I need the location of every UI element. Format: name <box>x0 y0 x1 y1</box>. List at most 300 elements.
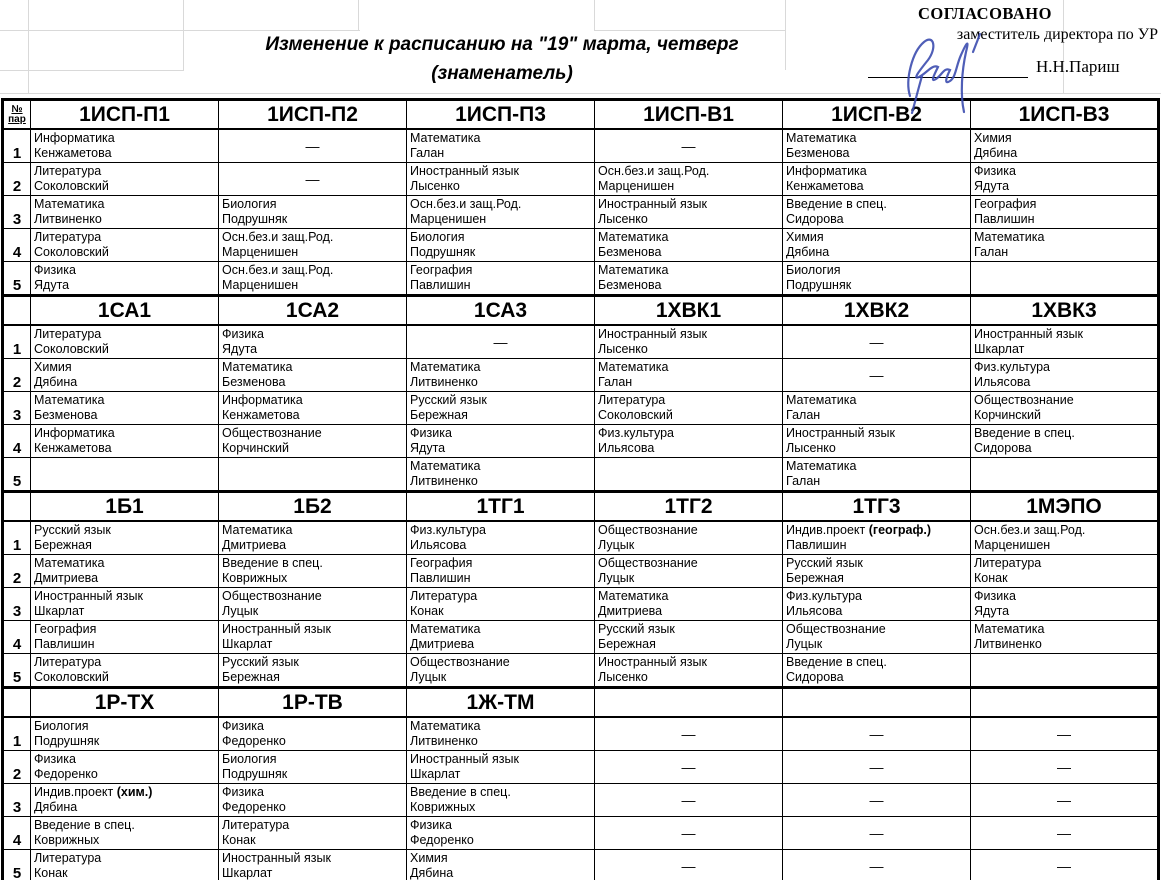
lesson-cell <box>783 196 971 229</box>
gridline <box>0 70 184 71</box>
subject-line <box>786 589 967 604</box>
lesson <box>783 392 970 424</box>
dash: — <box>1057 759 1071 775</box>
teacher: Дмитриева <box>222 538 287 552</box>
subject: Русский язык <box>410 393 487 407</box>
empty-cell <box>595 458 783 492</box>
subject-line <box>34 622 215 637</box>
subject-line <box>222 523 403 538</box>
subject: Осн.без.и защ.Род. <box>410 197 522 211</box>
lesson <box>971 555 1157 587</box>
empty-cell <box>219 458 407 492</box>
row-number: 5 <box>3 654 31 688</box>
subject: Физика <box>410 426 452 440</box>
teacher: Марценишен <box>974 538 1051 552</box>
subject-line <box>222 197 403 212</box>
lesson <box>219 359 406 391</box>
lesson-cell <box>783 654 971 688</box>
subject: Русский язык <box>598 622 675 636</box>
teacher: Луцык <box>410 670 447 684</box>
lesson-cell <box>219 717 407 751</box>
row-number: 2 <box>3 359 31 392</box>
subject: Биология <box>222 197 277 211</box>
teacher: Ильясова <box>410 538 467 552</box>
lesson-cell <box>971 163 1159 196</box>
subject-line <box>34 197 215 212</box>
lesson <box>31 262 218 294</box>
teacher: Безменова <box>34 408 98 422</box>
lesson-cell <box>219 621 407 654</box>
lesson <box>971 522 1157 554</box>
dash-cell <box>783 751 971 784</box>
subject-line <box>598 655 779 670</box>
lesson <box>971 425 1157 457</box>
group-header: 1Б2 <box>219 492 407 522</box>
subject-line <box>786 426 967 441</box>
teacher: Конак <box>34 866 68 880</box>
teacher: Ильясова <box>598 441 655 455</box>
lesson-cell <box>595 654 783 688</box>
subject-line <box>598 197 779 212</box>
subject-line <box>974 131 1154 146</box>
row-number: 4 <box>3 229 31 262</box>
corner-label: № <box>11 103 23 115</box>
teacher: Литвиненко <box>974 637 1042 651</box>
lesson-cell <box>31 654 219 688</box>
lesson <box>595 588 782 620</box>
teacher: Безменова <box>222 375 286 389</box>
subject-line <box>222 327 403 342</box>
row-number: 1 <box>3 129 31 163</box>
lesson-cell <box>31 425 219 458</box>
lesson <box>219 850 406 880</box>
row-number: 4 <box>3 425 31 458</box>
teacher: Павлишин <box>410 278 471 292</box>
subject: Математика <box>974 230 1045 244</box>
teacher: Подрушняк <box>410 245 476 259</box>
group-header: 1ХВК1 <box>595 296 783 326</box>
lesson <box>407 588 594 620</box>
teacher: Коврижных <box>410 800 476 814</box>
lesson-cell <box>407 521 595 555</box>
dash: — <box>869 858 884 874</box>
dash-cell <box>971 850 1159 880</box>
dash: — <box>1057 858 1071 874</box>
lesson-cell <box>219 784 407 817</box>
empty-cell <box>31 458 219 492</box>
subject: Физика <box>34 752 76 766</box>
dash: — <box>681 759 696 775</box>
subject-line <box>222 589 403 604</box>
group-header <box>595 688 783 718</box>
lesson <box>595 196 782 228</box>
subject-line <box>786 556 967 571</box>
subject: География <box>974 197 1037 211</box>
dash-cell <box>971 784 1159 817</box>
subject: Математика <box>222 523 293 537</box>
teacher: Соколовский <box>34 342 109 356</box>
group-header: 1ТГ2 <box>595 492 783 522</box>
lesson-cell <box>783 588 971 621</box>
row-number: 3 <box>3 392 31 425</box>
teacher: Коврижных <box>34 833 100 847</box>
subject: Обществознание <box>222 426 322 440</box>
lesson-cell <box>219 392 407 425</box>
subject-line <box>410 360 591 375</box>
lesson-cell <box>783 229 971 262</box>
lesson <box>219 392 406 424</box>
lesson <box>219 262 406 294</box>
dash: — <box>1057 726 1071 742</box>
subject: Биология <box>222 752 277 766</box>
subject-line <box>598 556 779 571</box>
dash: — <box>305 138 320 154</box>
lesson-cell <box>783 262 971 296</box>
lesson <box>971 621 1157 653</box>
subject-line <box>598 263 779 278</box>
subject-line <box>786 230 967 245</box>
teacher: Федоренко <box>34 767 98 781</box>
lesson <box>407 654 594 686</box>
subject: Биология <box>34 719 89 733</box>
lesson-cell <box>407 262 595 296</box>
lesson <box>971 588 1157 620</box>
lesson <box>407 196 594 228</box>
subject-line <box>598 327 779 342</box>
teacher: Шкарлат <box>222 866 273 880</box>
teacher: Бережная <box>786 571 844 585</box>
group-header: 1ИСП-П1 <box>31 100 219 130</box>
lesson-cell <box>971 229 1159 262</box>
lesson <box>219 621 406 653</box>
subject: Математика <box>786 131 857 145</box>
dash: — <box>305 171 320 187</box>
group-header: 1ИСП-В3 <box>971 100 1159 130</box>
teacher: Литвиненко <box>410 375 478 389</box>
teacher: Дябина <box>34 800 78 814</box>
subject-line <box>410 622 591 637</box>
teacher: Сидорова <box>786 212 844 226</box>
lesson-cell <box>407 717 595 751</box>
teacher: Шкарлат <box>222 637 273 651</box>
lesson-cell <box>971 325 1159 359</box>
lesson <box>407 522 594 554</box>
subject: Математика <box>410 131 481 145</box>
lesson-cell <box>971 129 1159 163</box>
subject: Физ.культура <box>786 589 862 603</box>
subject: Обществознание <box>786 622 886 636</box>
teacher: Луцык <box>598 571 635 585</box>
lesson-cell <box>971 359 1159 392</box>
lesson <box>31 850 218 880</box>
subject-line <box>222 785 403 800</box>
lesson-cell <box>31 621 219 654</box>
subject-line <box>786 131 967 146</box>
teacher: Кенжаметова <box>34 441 112 455</box>
lesson <box>31 555 218 587</box>
lesson <box>971 359 1157 391</box>
lesson <box>595 654 782 686</box>
subject: География <box>34 622 97 636</box>
subject-line <box>598 360 779 375</box>
dash: — <box>681 138 696 154</box>
subject: Физика <box>222 785 264 799</box>
subject-line <box>222 818 403 833</box>
subject-line <box>222 752 403 767</box>
subject-line <box>34 230 215 245</box>
group-header: 1ХВК3 <box>971 296 1159 326</box>
group-header: 1СА1 <box>31 296 219 326</box>
teacher: Корчинский <box>974 408 1041 422</box>
subject: Математика <box>34 197 105 211</box>
dash: — <box>869 792 884 808</box>
lesson-cell <box>783 458 971 492</box>
subject-line <box>598 426 779 441</box>
subject-line <box>34 131 215 146</box>
subject-line <box>222 655 403 670</box>
dash-cell <box>971 817 1159 850</box>
subject-line <box>598 230 779 245</box>
subject: Математика <box>974 622 1045 636</box>
teacher: Галан <box>410 146 445 160</box>
lesson-cell <box>595 163 783 196</box>
lesson-cell <box>407 751 595 784</box>
dash-cell <box>595 817 783 850</box>
subject: Математика <box>410 459 481 473</box>
row-number: 3 <box>3 196 31 229</box>
subject: Введение в спец. <box>222 556 323 570</box>
dash-cell <box>595 129 783 163</box>
lesson <box>595 262 782 294</box>
lesson-cell <box>219 588 407 621</box>
teacher: Безменова <box>786 146 850 160</box>
lesson-cell <box>31 717 219 751</box>
lesson <box>783 130 970 162</box>
lesson-cell <box>31 588 219 621</box>
teacher: Луцык <box>786 637 823 651</box>
lesson <box>219 751 406 783</box>
subject: Иностранный язык <box>598 197 707 211</box>
lesson <box>783 229 970 261</box>
group-header: 1ХВК2 <box>783 296 971 326</box>
lesson-cell <box>407 196 595 229</box>
subject: Обществознание <box>222 589 322 603</box>
empty-cell <box>971 262 1159 296</box>
teacher: Конак <box>222 833 256 847</box>
subject-line <box>34 851 215 866</box>
subject: Информатика <box>34 131 115 145</box>
lesson-cell <box>971 196 1159 229</box>
subject-line <box>222 360 403 375</box>
lesson-cell <box>219 555 407 588</box>
lesson-cell <box>783 621 971 654</box>
row-number: 1 <box>3 325 31 359</box>
gridline <box>28 0 29 93</box>
subject-line <box>786 164 967 179</box>
lesson-cell <box>31 850 219 880</box>
lesson-cell <box>219 425 407 458</box>
lesson <box>407 359 594 391</box>
lesson-cell <box>783 129 971 163</box>
subject-line <box>974 523 1154 538</box>
empty-cell <box>971 654 1159 688</box>
subject-line <box>34 752 215 767</box>
subject-line <box>410 719 591 734</box>
group-header: 1СА3 <box>407 296 595 326</box>
teacher: Бережная <box>598 637 656 651</box>
document-title <box>212 30 792 88</box>
teacher: Соколовский <box>598 408 673 422</box>
lesson-cell <box>971 588 1159 621</box>
approver-name: Н.Н.Париш <box>1036 57 1120 76</box>
lesson <box>783 163 970 195</box>
teacher: Павлишин <box>974 212 1035 226</box>
lesson <box>31 522 218 554</box>
subject-line <box>598 589 779 604</box>
teacher: Луцык <box>598 538 635 552</box>
gridline <box>183 0 184 70</box>
lesson <box>595 326 782 358</box>
row-number: 3 <box>3 784 31 817</box>
subject: Математика <box>598 360 669 374</box>
lesson-cell <box>971 392 1159 425</box>
lesson <box>31 817 218 849</box>
subject: Физика <box>410 818 452 832</box>
subject: Иностранный язык <box>598 655 707 669</box>
lesson-cell <box>407 588 595 621</box>
teacher: Дмитриева <box>410 637 475 651</box>
lesson <box>407 130 594 162</box>
teacher: Павлишин <box>34 637 95 651</box>
subject: Математика <box>598 230 669 244</box>
lesson-cell <box>31 817 219 850</box>
subject: Математика <box>222 360 293 374</box>
lesson-cell <box>219 359 407 392</box>
lesson <box>971 392 1157 424</box>
subject-line <box>786 393 967 408</box>
subject-line <box>222 263 403 278</box>
lesson-cell <box>31 359 219 392</box>
subject-line <box>410 818 591 833</box>
lesson <box>31 392 218 424</box>
lesson-cell <box>407 654 595 688</box>
subject: Физика <box>974 164 1016 178</box>
subject: Химия <box>974 131 1012 145</box>
lesson-cell <box>219 654 407 688</box>
subject-line <box>598 622 779 637</box>
lesson-cell <box>219 262 407 296</box>
teacher: Федоренко <box>410 833 474 847</box>
dash: — <box>681 858 696 874</box>
dash-cell <box>595 717 783 751</box>
subject-line <box>786 197 967 212</box>
subject-line <box>786 459 967 474</box>
lesson <box>971 130 1157 162</box>
row-number: 4 <box>3 817 31 850</box>
dash-cell <box>783 359 971 392</box>
subject-line <box>410 426 591 441</box>
lesson-cell <box>595 392 783 425</box>
subject: Литература <box>34 230 102 244</box>
teacher: Лысенко <box>786 441 836 455</box>
group-header: 1Б1 <box>31 492 219 522</box>
teacher: Литвиненко <box>34 212 102 226</box>
subject-line <box>598 523 779 538</box>
subject: Иностранный язык <box>598 327 707 341</box>
teacher: Марценишен <box>222 245 299 259</box>
subject: Физика <box>974 589 1016 603</box>
group-header: 1ИСП-В1 <box>595 100 783 130</box>
lesson <box>31 359 218 391</box>
lesson-cell <box>31 262 219 296</box>
subject: Обществознание <box>974 393 1074 407</box>
teacher: Дябина <box>786 245 830 259</box>
lesson <box>783 425 970 457</box>
dash-cell <box>971 717 1159 751</box>
lesson-cell <box>31 325 219 359</box>
subject-line <box>410 785 591 800</box>
subject: Иностранный язык <box>974 327 1083 341</box>
subject: Химия <box>786 230 824 244</box>
teacher: Соколовский <box>34 179 109 193</box>
lesson-cell <box>219 850 407 880</box>
approval-role: заместитель директора по УР <box>956 26 1158 43</box>
subject-line <box>974 327 1154 342</box>
lesson-cell <box>31 784 219 817</box>
lesson-cell <box>595 325 783 359</box>
lesson-cell <box>407 163 595 196</box>
teacher: Подрушняк <box>34 734 100 748</box>
lesson <box>783 196 970 228</box>
dash-cell <box>595 784 783 817</box>
teacher: Литвиненко <box>410 474 478 488</box>
lesson-cell <box>219 817 407 850</box>
subject: Обществознание <box>598 556 698 570</box>
lesson <box>595 621 782 653</box>
subject: Физика <box>222 719 264 733</box>
subject: Иностранный язык <box>34 589 143 603</box>
subject: Литература <box>974 556 1042 570</box>
lesson-cell <box>595 521 783 555</box>
subject-line <box>974 393 1154 408</box>
lesson <box>219 326 406 358</box>
subject: Введение в спец. <box>786 197 887 211</box>
subject-line <box>34 426 215 441</box>
lesson-cell <box>407 359 595 392</box>
lesson <box>31 718 218 750</box>
lesson-cell <box>595 621 783 654</box>
subject: Математика <box>786 459 857 473</box>
subject: Введение в спец. <box>974 426 1075 440</box>
group-header: 1Р-ТВ <box>219 688 407 718</box>
lesson <box>783 588 970 620</box>
lesson-cell <box>595 555 783 588</box>
teacher: Марценишен <box>410 212 487 226</box>
teacher: Ядута <box>222 342 258 356</box>
subject: Осн.без.и защ.Род. <box>598 164 710 178</box>
lesson-cell <box>31 229 219 262</box>
lesson <box>407 229 594 261</box>
lesson-cell <box>31 521 219 555</box>
lesson-cell <box>971 425 1159 458</box>
lesson-cell <box>783 555 971 588</box>
lesson <box>407 555 594 587</box>
teacher: Ильясова <box>786 604 843 618</box>
subject: Обществознание <box>598 523 698 537</box>
row-number: 5 <box>3 850 31 880</box>
lesson-cell <box>971 555 1159 588</box>
lesson-cell <box>219 325 407 359</box>
